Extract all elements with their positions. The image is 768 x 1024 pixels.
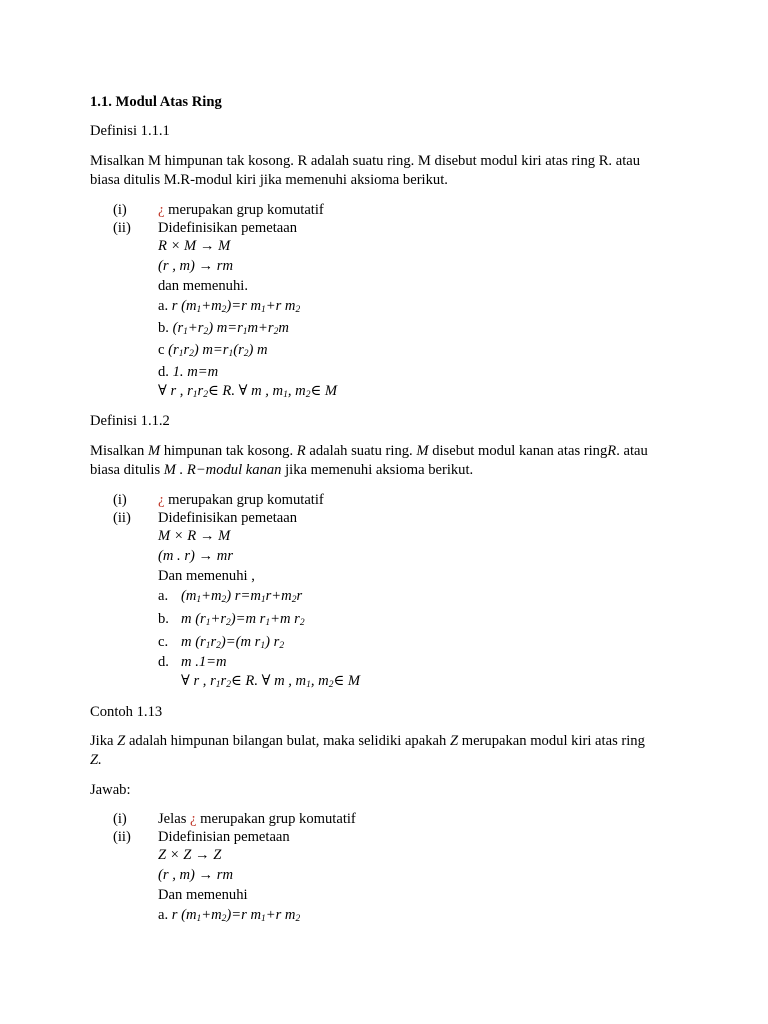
def2-item1 [158, 491, 324, 509]
cond-expr: r $(m_1+m_2)=r$ $m_1+r$ $m_2$ [171, 298, 301, 315]
def1-cond-intro: dan memenuhi. [158, 278, 248, 294]
cond-expr: $(r_1+r_2)$ $m=r_1m+r_2m$ [172, 320, 289, 337]
example-title: Contoh 1.13 [90, 704, 163, 720]
example-line2: Z. [90, 752, 102, 768]
ex-item2-text: Didefinisian pemetaan [158, 829, 290, 845]
cond-label: b. [158, 320, 169, 336]
def2-item2-marker: (ii) [113, 510, 131, 526]
def1-title: Definisi 1.1.1 [90, 123, 170, 139]
def2-cond-d-label: d. [158, 654, 169, 670]
cond-label: d. [158, 364, 169, 380]
def2-item1-marker: (i) [113, 492, 127, 508]
invalid-glyph-icon: ¿ [158, 492, 165, 508]
def2-cond-a: $(m_1+m_2)$ $r=m_1r+m_2r$ [181, 588, 303, 605]
def2-cond-b: m $(r_1+r_2)=m$ $r_1+m$ $r_2$ [181, 611, 305, 628]
def1-cond-a [158, 297, 300, 315]
def1-item1 [158, 201, 324, 219]
def1-cond-d [158, 363, 218, 381]
def2-intro-line1: Misalkan M himpunan tak kosong. R adalah suatu ring. M disebut modul kanan atas ringR. atau [90, 443, 648, 459]
cond-label: a. [158, 298, 169, 314]
def2-cond-d: m .1=m [181, 654, 227, 670]
def1-intro-line1: Misalkan M himpunan tak kosong. R adalah suatu ring. M disebut modul kiri atas ring R. atau [90, 153, 641, 169]
ex-cond-a: a. r $(m_1+m_2)=r$ $m_1+r$ $m_2$ [158, 907, 301, 924]
def2-cond-a-label: a. [158, 588, 169, 604]
def2-quantifier: ∀ r , $r_1r_2\in$ R. ∀ m , $m_1$, $m_2\in$ M [181, 673, 361, 690]
ex-map1: Z × Z → Z [158, 847, 222, 863]
def1-map1: R × M → M [158, 238, 231, 254]
cond-label: c [158, 342, 165, 358]
example-line1: Jika Z adalah himpunan bilangan bulat, maka selidiki apakah Z merupakan modul kiri atas ring [90, 733, 645, 749]
invalid-glyph-icon: ¿ [158, 202, 165, 218]
def1-item2-text: Didefinisikan pemetaan [158, 220, 297, 236]
cond-expr: 1. m=m [172, 364, 219, 380]
def2-item1-text: merupakan grup komutatif [168, 492, 324, 508]
def2-item2-text: Didefinisikan pemetaan [158, 510, 297, 526]
def2-map1: M × R → M [158, 528, 231, 544]
def1-quantifier: ∀ r , $r_1r_2\in$ R. ∀ m , $m_1$, $m_2\in$ M [158, 383, 338, 400]
answer-label: Jawab: [90, 782, 131, 798]
section-heading: 1.1. Modul Atas Ring [90, 94, 222, 110]
ex-item2-marker: (ii) [113, 829, 131, 845]
ex-map2: (r , m) → rm [158, 867, 233, 883]
def1-cond-b [158, 319, 289, 337]
def1-item2-marker: (ii) [113, 220, 131, 236]
def2-cond-c-label: c. [158, 634, 169, 650]
def2-intro-line2: biasa ditulis M . R−modul kanan jika memenuhi aksioma berikut. [90, 462, 474, 478]
def2-cond-intro: Dan memenuhi , [158, 568, 255, 584]
def2-cond-c: m $(r_1r_2)=(m$ $r_1$) $r_2$ [181, 634, 285, 651]
def2-title: Definisi 1.1.2 [90, 413, 170, 429]
def1-intro-line2: biasa ditulis M.R-modul kiri jika memenuhi aksioma berikut. [90, 172, 448, 188]
def2-map2: (m . r) → mr [158, 548, 233, 564]
def1-item1-text: merupakan grup komutatif [168, 202, 324, 218]
def1-cond-c [158, 341, 268, 359]
cond-expr: $(r_1r_2)$ $m=r_1(r_2)$ m [168, 342, 268, 359]
def1-item1-marker: (i) [113, 202, 127, 218]
def1-map2: (r , m) → rm [158, 258, 233, 274]
def2-cond-b-label: b. [158, 611, 169, 627]
ex-cond-intro: Dan memenuhi [158, 887, 248, 903]
ex-item1: Jelas ¿ merupakan grup komutatif [158, 811, 356, 827]
ex-item1-marker: (i) [113, 811, 127, 827]
invalid-glyph-icon: ¿ [190, 811, 197, 827]
